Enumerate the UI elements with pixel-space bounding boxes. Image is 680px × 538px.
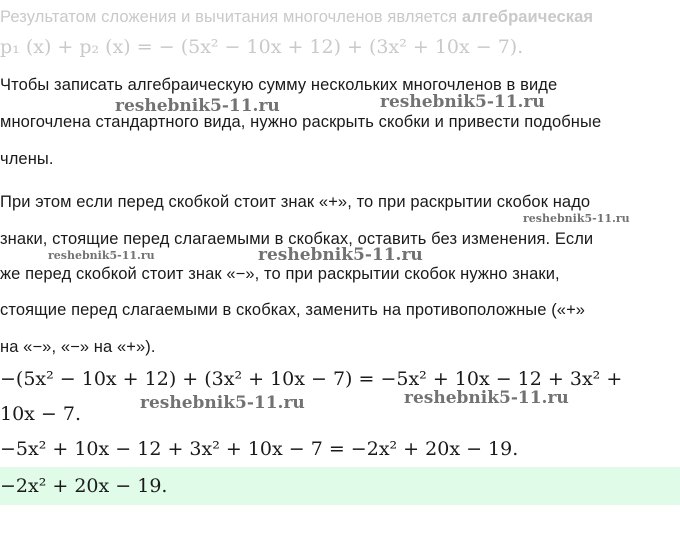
faded-heading-text: Результатом сложения и вычитания многочленов является — [0, 8, 462, 26]
faded-formula-rhs: (5x² − 10x + 12) + (3x² + 10x − 7). — [180, 36, 524, 58]
watermark: reshebnik5-11.ru — [115, 96, 280, 116]
paragraph2-line1: При этом если перед скобкой стоит знак «+», то при раскрытии скобок надо — [0, 193, 591, 211]
paragraph2-line3: же перед скобкой стоит знак «−», то при раскрытии скобок нужно знаки, — [0, 265, 560, 283]
watermark: reshebnik5-11.ru — [523, 212, 630, 225]
paragraph2-line4: стоящие перед слагаемыми в скобках, заменить на противоположные («+» — [0, 301, 586, 319]
watermark: reshebnik5-11.ru — [140, 393, 305, 413]
faded-heading — [0, 8, 593, 27]
paragraph2-line5: на «−», «−» на «+»). — [0, 338, 156, 356]
equation1-line2: 10x − 7. — [0, 403, 82, 425]
faded-formula — [0, 36, 523, 58]
paragraph1-line3: члены. — [0, 150, 54, 168]
paragraph2-line2: знаки, стоящие перед слагаемыми в скобках, оставить без изменения. Если — [0, 230, 594, 248]
faded-formula-lhs: p₁ (x) + p₂ (x) = − — [0, 36, 175, 58]
watermark: reshebnik5-11.ru — [258, 245, 423, 265]
watermark: reshebnik5-11.ru — [380, 92, 545, 112]
faded-heading-bold: алгебраическая — [461, 8, 594, 26]
watermark: reshebnik5-11.ru — [48, 249, 155, 262]
result-equation: −2x² + 20x − 19. — [0, 475, 168, 497]
paragraph1-line2: многочлена стандартного вида, нужно раскрыть скобки и привести подобные — [0, 113, 602, 131]
paragraph1-line1: Чтобы записать алгебраическую сумму нескольких многочленов в виде — [0, 76, 558, 94]
equation1-line1: −(5x² − 10x + 12) + (3x² + 10x − 7) = −5x² + 10x − 12 + 3x² + — [0, 368, 623, 390]
equation2: −5x² + 10x − 12 + 3x² + 10x − 7 = −2x² + 20x − 19. — [0, 438, 519, 460]
watermark: reshebnik5-11.ru — [404, 388, 569, 408]
